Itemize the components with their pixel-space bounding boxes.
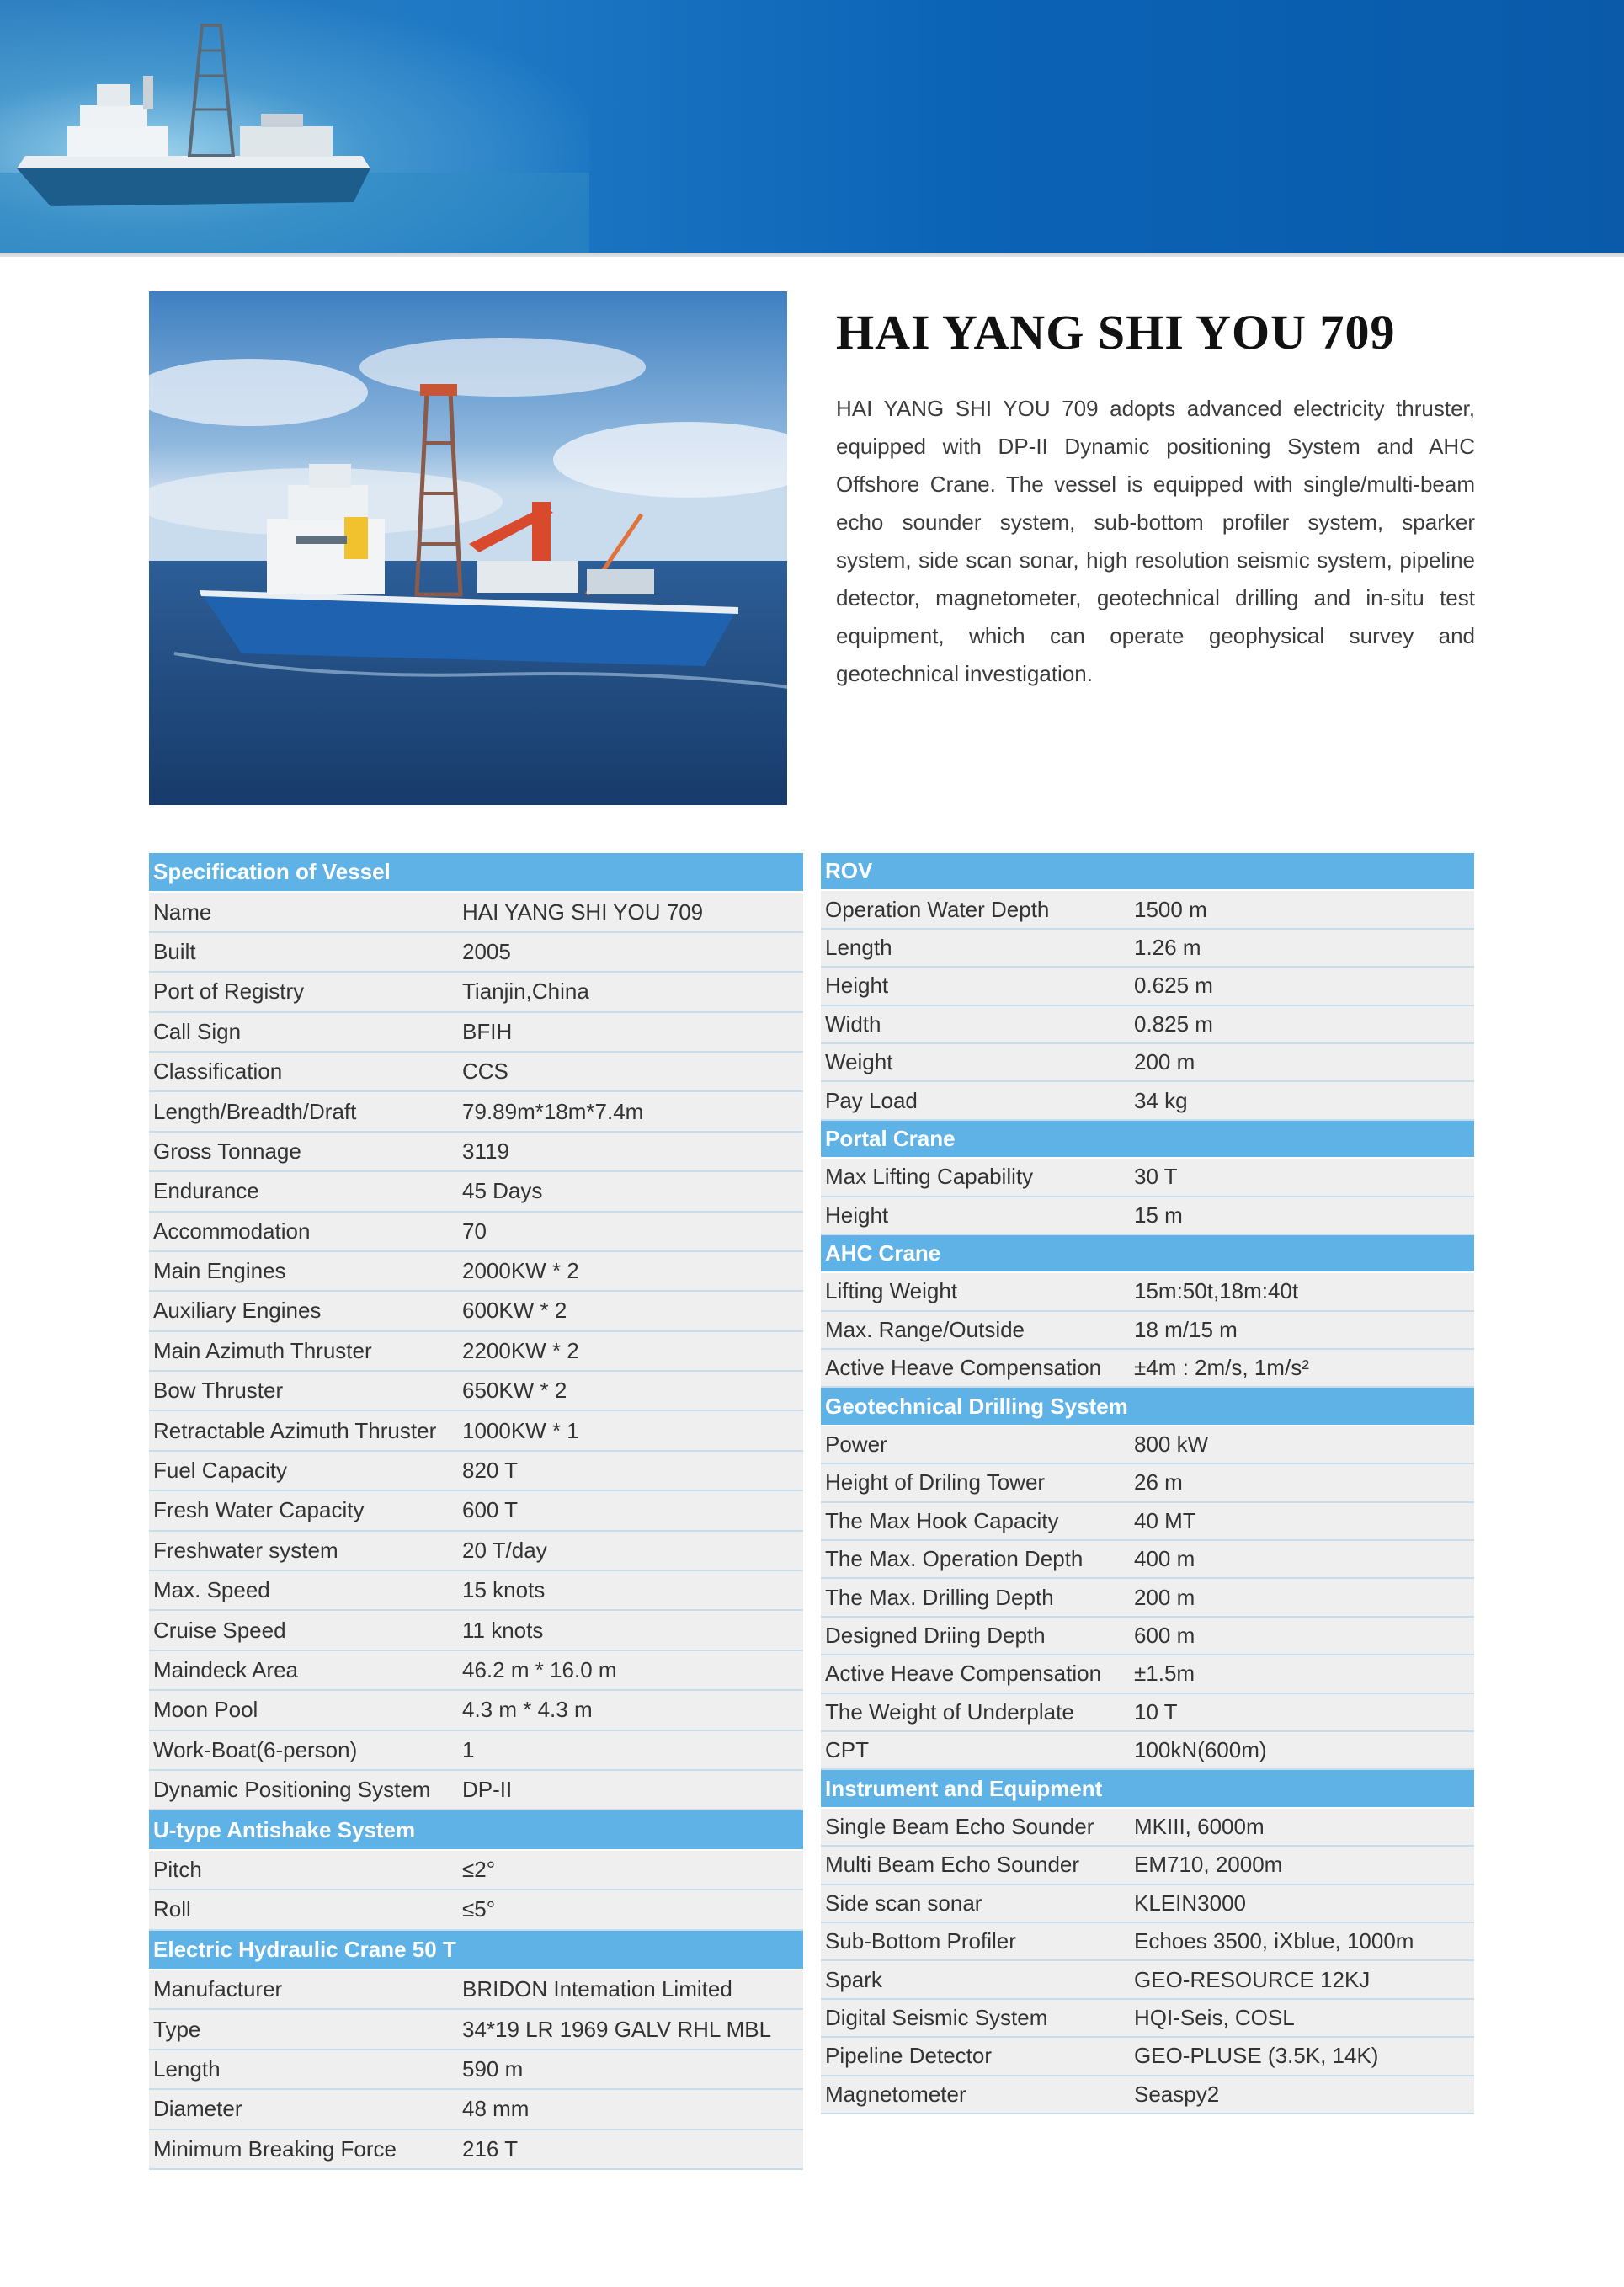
banner-ship-illustration	[0, 0, 589, 253]
spec-label: Max. Speed	[153, 1577, 270, 1603]
spec-value: 15 m	[1134, 1202, 1183, 1228]
spec-row	[149, 2050, 803, 2090]
spec-value: 400 m	[1134, 1546, 1195, 1572]
spec-row	[149, 1731, 803, 1771]
spec-value: 2005	[462, 938, 511, 964]
spec-label: Diameter	[153, 2096, 242, 2122]
spec-label: Max. Range/Outside	[825, 1316, 1025, 1342]
spec-value: HQI-Seis, COSL	[1134, 2004, 1295, 2030]
spec-row	[821, 1350, 1474, 1388]
spec-value: 600 m	[1134, 1623, 1195, 1648]
spec-label: Lifting Weight	[825, 1278, 958, 1304]
spec-label: Power	[825, 1431, 887, 1458]
spec-value: DP-II	[462, 1777, 513, 1803]
spec-value: Echoes 3500, iXblue, 1000m	[1134, 1928, 1414, 1954]
vessel-description: HAI YANG SHI YOU 709 adopts advanced electricity thruster, equipped with DP-II Dynamic positioning System and AHC Offshore Crane. The vessel is equipped with single/multi-beam echo sounder system, sub-bottom profiler system, sparker system, side scan sonar, high resolution seismic system, pipeline detector, magnetometer, geotechnical drilling and in-situ test equipment, which can operate geophysical survey and geotechnical investigation.	[836, 396, 1475, 686]
spec-value: 40 MT	[1134, 1507, 1196, 1533]
spec-value: Tianjin,China	[462, 978, 589, 1005]
spec-value: 2000KW * 2	[462, 1258, 579, 1284]
spec-row	[821, 1273, 1474, 1311]
spec-label: Moon Pool	[153, 1697, 258, 1723]
spec-row	[149, 1372, 803, 1411]
vessel-photo	[149, 291, 787, 805]
spec-label: Call Sign	[153, 1018, 242, 1044]
spec-value: 46.2 m * 16.0 m	[462, 1657, 617, 1682]
spec-label: Pipeline Detector	[825, 2043, 992, 2069]
spec-value: ≤2°	[462, 1856, 496, 1882]
spec-row	[149, 1771, 803, 1810]
spec-value: 2200KW * 2	[462, 1337, 579, 1363]
spec-value: 600 T	[462, 1497, 519, 1523]
spec-value: 650KW * 2	[462, 1378, 567, 1404]
spec-value: 1	[462, 1736, 475, 1762]
spec-row	[149, 1133, 803, 1172]
spec-row	[821, 1618, 1474, 1655]
spec-label: Active Heave Compensation	[825, 1661, 1102, 1687]
spec-label: Dynamic Positioning System	[153, 1777, 431, 1803]
spec-value: 100kN(600m)	[1134, 1737, 1267, 1763]
spec-row	[149, 1411, 803, 1451]
spec-label: Side scan sonar	[825, 1890, 982, 1916]
spec-value: CCS	[462, 1058, 508, 1085]
spec-label: The Weight of Underplate	[825, 1698, 1074, 1725]
spec-row	[821, 1885, 1474, 1923]
spec-value: Seaspy2	[1134, 2081, 1220, 2107]
spec-value: KLEIN3000	[1134, 1890, 1246, 1916]
spec-row	[821, 2076, 1474, 2114]
header-banner	[0, 0, 1624, 257]
spec-row	[821, 891, 1474, 929]
spec-row	[821, 1159, 1474, 1197]
spec-row	[821, 1312, 1474, 1350]
spec-value: 0.825 m	[1134, 1010, 1213, 1037]
spec-label: Bow Thruster	[153, 1378, 284, 1404]
spec-row	[821, 1006, 1474, 1044]
spec-label: Single Beam Echo Sounder	[825, 1813, 1094, 1839]
spec-value: 216 T	[462, 2135, 519, 2162]
spec-label: Built	[153, 938, 196, 964]
spec-label: Pitch	[153, 1856, 202, 1882]
spec-label: Length/Breadth/Draft	[153, 1098, 357, 1124]
spec-row	[149, 1452, 803, 1491]
spec-value: MKIII, 6000m	[1134, 1813, 1265, 1839]
vessel-title: HAI YANG SHI YOU 709	[836, 305, 1396, 360]
section-header-u-type-antishake-system: U-type Antishake System	[149, 1810, 803, 1850]
spec-row	[149, 1491, 803, 1531]
spec-label: Gross Tonnage	[153, 1138, 301, 1164]
spec-row	[149, 1013, 803, 1053]
spec-value: 3119	[462, 1138, 509, 1164]
spec-label: Weight	[825, 1049, 893, 1075]
spec-label: Sub-Bottom Profiler	[825, 1928, 1016, 1954]
spec-label: Freshwater system	[153, 1537, 338, 1563]
spec-row	[149, 2010, 803, 2050]
spec-label: Length	[825, 934, 892, 960]
spec-value: 30 T	[1134, 1164, 1178, 1190]
spec-label: Cruise Speed	[153, 1617, 286, 1643]
spec-row	[149, 1172, 803, 1212]
section-header-electric-hydraulic-crane-50-t: Electric Hydraulic Crane 50 T	[149, 1931, 803, 1970]
spec-value: 79.89m*18m*7.4m	[462, 1098, 644, 1124]
spec-value: 600KW * 2	[462, 1298, 567, 1324]
spec-label: Retractable Azimuth Thruster	[153, 1417, 437, 1443]
spec-label: Width	[825, 1010, 881, 1037]
spec-row	[149, 1851, 803, 1890]
spec-label: Accommodation	[153, 1218, 311, 1244]
spec-label: Minimum Breaking Force	[153, 2135, 397, 2162]
spec-row	[149, 1651, 803, 1691]
spec-row	[149, 893, 803, 932]
spec-value: 26 m	[1134, 1469, 1183, 1495]
spec-row	[149, 1092, 803, 1132]
spec-value: 0.625 m	[1134, 973, 1213, 999]
spec-label: Active Heave Compensation	[825, 1355, 1102, 1381]
spec-label: Height	[825, 1202, 889, 1228]
spec-row	[149, 1970, 803, 2010]
spec-value: ≤5°	[462, 1896, 496, 1922]
section-header-ahc-crane: AHC Crane	[821, 1235, 1474, 1273]
spec-row	[149, 1532, 803, 1571]
spec-row	[821, 1847, 1474, 1885]
spec-row	[149, 1213, 803, 1252]
spec-label: Classification	[153, 1058, 283, 1085]
spec-label: Multi Beam Echo Sounder	[825, 1852, 1080, 1878]
spec-label: Main Engines	[153, 1258, 286, 1284]
spec-row	[149, 1571, 803, 1611]
spec-row	[149, 933, 803, 973]
spec-value: 48 mm	[462, 2096, 530, 2122]
spec-value: 10 T	[1134, 1698, 1178, 1725]
spec-label: The Max. Drilling Depth	[825, 1584, 1054, 1610]
spec-value: ±1.5m	[1134, 1661, 1195, 1687]
spec-value: 800 kW	[1134, 1431, 1209, 1458]
spec-value: BRIDON Intemation Limited	[462, 1976, 732, 2002]
spec-value: EM710, 2000m	[1134, 1852, 1283, 1878]
spec-label: Main Azimuth Thruster	[153, 1337, 372, 1363]
section-header-specification-of-vessel: Specification of Vessel	[149, 853, 803, 893]
spec-label: Spark	[825, 1966, 882, 1992]
spec-row	[821, 1082, 1474, 1120]
spec-row	[149, 973, 803, 1012]
spec-label: Height	[825, 973, 889, 999]
spec-row	[149, 1053, 803, 1092]
spec-row	[821, 1579, 1474, 1617]
spec-row	[149, 1691, 803, 1730]
spec-value: 820 T	[462, 1458, 519, 1484]
spec-label: Max Lifting Capability	[825, 1164, 1034, 1190]
spec-row	[149, 2090, 803, 2130]
spec-label: Roll	[153, 1896, 191, 1922]
spec-label: Endurance	[153, 1178, 259, 1204]
spec-value: 70	[462, 1218, 487, 1244]
spec-row	[821, 2038, 1474, 2076]
spec-value: 590 m	[462, 2055, 524, 2082]
spec-value: 15 knots	[462, 1577, 546, 1603]
spec-row	[821, 1426, 1474, 1464]
section-header-portal-crane: Portal Crane	[821, 1121, 1474, 1159]
spec-row	[821, 1655, 1474, 1693]
spec-row	[821, 1464, 1474, 1502]
spec-label: Length	[153, 2055, 221, 2082]
spec-label: Type	[153, 2016, 201, 2042]
spec-value: 1.26 m	[1134, 934, 1201, 960]
section-header-rov: ROV	[821, 853, 1474, 891]
spec-label: The Max Hook Capacity	[825, 1507, 1059, 1533]
spec-row	[149, 1252, 803, 1292]
spec-label: Auxiliary Engines	[153, 1298, 322, 1324]
spec-label: Height of Driling Tower	[825, 1469, 1046, 1495]
spec-value: BFIH	[462, 1018, 513, 1044]
spec-row	[821, 1732, 1474, 1770]
spec-label: Fuel Capacity	[153, 1458, 287, 1484]
spec-row	[149, 1611, 803, 1650]
spec-label: Fresh Water Capacity	[153, 1497, 365, 1523]
section-header-instrument-and-equipment: Instrument and Equipment	[821, 1770, 1474, 1808]
spec-row	[149, 2130, 803, 2170]
spec-value: ±4m : 2m/s, 1m/s²	[1134, 1355, 1309, 1381]
right-spec-table	[821, 853, 1474, 2114]
spec-row	[821, 968, 1474, 1005]
spec-label: Manufacturer	[153, 1976, 283, 2002]
spec-label: Work-Boat(6-person)	[153, 1736, 358, 1762]
spec-row	[821, 2000, 1474, 2038]
spec-value: 34 kg	[1134, 1087, 1188, 1113]
spec-label: CPT	[825, 1737, 869, 1763]
left-spec-table	[149, 853, 803, 2170]
spec-row	[821, 1961, 1474, 1999]
spec-row	[821, 1197, 1474, 1235]
spec-label: Port of Registry	[153, 978, 305, 1005]
spec-row	[149, 1292, 803, 1331]
spec-value: 20 T/day	[462, 1537, 547, 1563]
banner-bottom-rule	[0, 253, 1624, 257]
spec-row	[821, 1923, 1474, 1961]
spec-value: 1000KW * 1	[462, 1417, 579, 1443]
spec-label: Maindeck Area	[153, 1657, 298, 1682]
spec-label: Operation Water Depth	[825, 896, 1050, 922]
spec-value: 15m:50t,18m:40t	[1134, 1278, 1299, 1304]
spec-label: Pay Load	[825, 1087, 918, 1113]
spec-label: Digital Seismic System	[825, 2004, 1048, 2030]
spec-value: 11 knots	[462, 1617, 544, 1643]
spec-row	[821, 1044, 1474, 1082]
spec-row	[821, 1541, 1474, 1579]
spec-value: 200 m	[1134, 1049, 1195, 1075]
spec-value: 200 m	[1134, 1584, 1195, 1610]
spec-label: Designed Driing Depth	[825, 1623, 1046, 1648]
spec-row	[149, 1890, 803, 1930]
spec-label: Magnetometer	[825, 2081, 966, 2107]
spec-row	[821, 1694, 1474, 1732]
spec-value: 4.3 m * 4.3 m	[462, 1697, 593, 1723]
spec-value: GEO-PLUSE (3.5K, 14K)	[1134, 2043, 1379, 2069]
spec-value: 18 m/15 m	[1134, 1316, 1238, 1342]
spec-row	[821, 930, 1474, 968]
spec-value: 1500 m	[1134, 896, 1207, 922]
spec-value: GEO-RESOURCE 12KJ	[1134, 1966, 1371, 1992]
spec-row	[821, 1503, 1474, 1541]
spec-value: 34*19 LR 1969 GALV RHL MBL	[462, 2016, 772, 2042]
spec-value: HAI YANG SHI YOU 709	[462, 898, 704, 925]
spec-value: 45 Days	[462, 1178, 543, 1204]
section-header-geotechnical-drilling-system: Geotechnical Drilling System	[821, 1388, 1474, 1426]
spec-label: The Max. Operation Depth	[825, 1546, 1084, 1572]
spec-label: Name	[153, 898, 212, 925]
spec-row	[149, 1332, 803, 1372]
spec-row	[821, 1809, 1474, 1847]
